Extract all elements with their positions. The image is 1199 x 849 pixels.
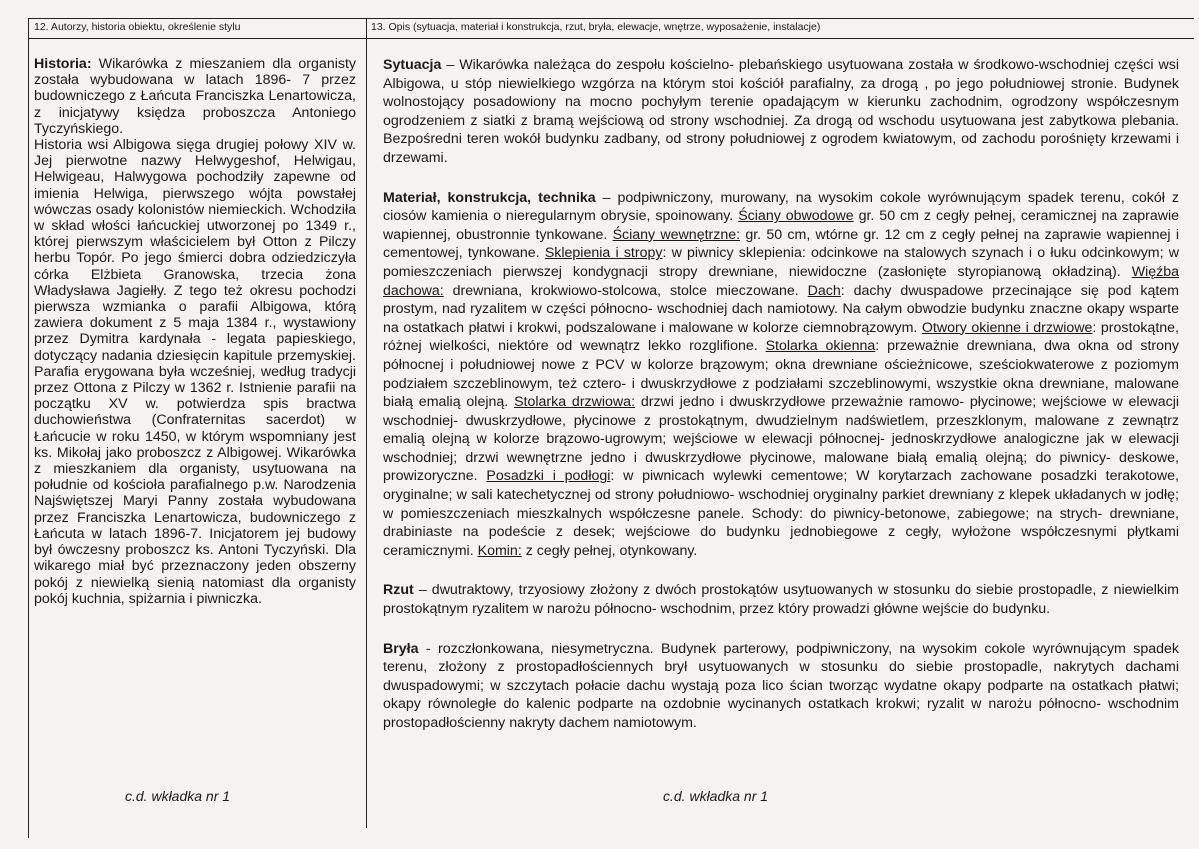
- rzut-label: Rzut: [383, 582, 414, 599]
- material-text-4: : w piwnicy sklepienia: odcinkowe na stalowych szynach i o łuku odcinkowym; w pomieszczeniach pierwszej kondygnacji stropy drewniane, niewidoczne (zasłonięte styropianową okładziną).: [383, 245, 1179, 280]
- material-text-8: : przeważnie drewniana, dwa okna od strony północnej i południowej nowe z PCV w kolorze brązowym; okna drewniane ościeżnicowe, sześciokwaterowe z poziomym podziałem szczeblinowym, też cztero- i dwuskrzydłowe z podziałami szczeblinowymi, wszystkie okna drewniane, malowane białą emalią olejną.: [383, 338, 1179, 411]
- rzut-text: – dwutraktowy, trzyosiowy złożony z dwóch prostokątów usytuowanych w stosunku do siebie prostopadle, z niewielkim prostokątnym ryzalitem w narożu północno- wschodnim, przez który prowadzi główne wejście do budynku.: [383, 582, 1179, 618]
- material-paragraph: [383, 189, 1179, 561]
- section-12-header: 12. Autorzy, historia obiektu, określenie stylu: [34, 21, 241, 33]
- sytuacja-text: – Wikarówka należąca do zespołu kościelno- plebańskiego usytuowana została w środkowo-wschodniej części wsi Albigowa, u stóp niewielkiego wzgórza na którym stoi kościół parafialny, za drogą , po jego południowej stronie. Budynek wolnostojący posadowiony na mocno pochyłym terenie opadającym w kierunku zachodnim, ogrodzony współczesnym ogrodzeniem z siatki z bramą wejściową od strony wschodniej. Za drogą od wschodu usytuowana jest zabytkowa plebania. Bezpośredni teren wokół budynku zadbany, od strony południowej z ogrodem kwiatowym, od zachodu porośnięty krzewami i drzewami.: [383, 57, 1179, 166]
- continuation-note-left: c.d. wkładka nr 1: [125, 788, 231, 804]
- wiezba-label: Więźba dachowa:: [383, 263, 1179, 299]
- material-label: Materiał, konstrukcja, technika: [383, 189, 596, 206]
- history-intro: [34, 56, 356, 137]
- sytuacja-label: Sytuacja: [383, 57, 442, 73]
- sytuacja-paragraph: [383, 56, 1179, 168]
- description-column: [383, 56, 1179, 733]
- section-13-header: 13. Opis (sytuacja, materiał i konstrukcja, rzut, bryła, elewacje, wnętrze, wyposażenie, instalacje): [371, 21, 821, 33]
- bryla-paragraph: [383, 640, 1179, 733]
- sciany-obwodowe-label: Ściany obwodowe: [738, 208, 854, 225]
- dach-label: Dach: [807, 282, 841, 299]
- material-text-7: : prostokątne, różnej wielkości, niektóre od wewnątrz lekko rozglifione.: [383, 319, 1179, 355]
- material-text-5: drewniana, krokwiowo-stolcowa, stolce mieczowane.: [443, 282, 808, 299]
- material-text-2: gr. 50 cm z cegły pełnej, ceramicznej na zaprawie wapiennej, obustronnie tynkowane.: [383, 208, 1180, 243]
- history-intro-text: Wikarówka z mieszaniem dla organisty została wybudowana w latach 1896- 7 przez budowniczego z Łańcuta Franciszka Lenartowicza, z inicjatywy księdza proboszcza Antoniego Tyczyńskiego.: [34, 56, 356, 137]
- bryla-text: - rozczłonkowana, niesymetryczna. Budynek parterowy, podpiwniczony, na wysokim cokole wyrównującym spadek terenu, złożony z prostopadłościennych brył usytuowanych w stosunku do siebie prostopadle, nakrytych dachami dwuspadowymi; w szczytach połacie dachu wystają poza lico ścian tworząc wydatne okapy podparte na ostatkach płatwi; okapy równoległe do kalenic podparte na ozdobnie wycinanych ostatkach krokwi; ryzalit w narożu północno- wschodnim prostopadłościenny nakryty dachem namiotowym.: [383, 640, 1179, 731]
- material-text-3: gr. 50 cm, wtórne gr. 12 cm z cegły pełnej na zaprawie wapiennej i cementowej, tynkowane.: [383, 226, 1179, 262]
- rzut-paragraph: [383, 581, 1179, 618]
- material-text-1: – podpiwniczony, murowany, na wysokim cokole wyrównującym spadek terenu, cokół z ciosów kamienia o nieregularnym obrysie, spoinowany.: [383, 189, 1179, 225]
- otwory-label: Otwory okienne i drzwiowe: [921, 319, 1093, 336]
- continuation-note-right: c.d. wkładka nr 1: [663, 788, 769, 804]
- material-text-11: z cegły pełnej, otynkowany.: [521, 542, 698, 559]
- history-body: Historia wsi Albigowa sięga drugiej połowy XIV w. Jej pierwotne nazwy Helwygeshof, Helwigau, Helwigeau, Halwygowa pochodziły zapewne od imienia Helwiga, pierwszego wójta powstałej wówczas osady kolonistów niemieckich. Wchodziła w skład włości łańcuckiej utworzonej po 1349 r., której pierwszym właścicielem był Otton z Pilczy herbu Topór. Po jego śmierci dobra odziedziczyła córka Elżbieta Granowska, trzecia żona Władysława Jagiełły. Z tego też okresu pochodzi pierwsza wzmianka o parafii Albigowa, którą zawiera dokument z 5 maja 1384 r., wystawiony przez Dymitra kardynała - legata papieskiego, dotyczący nadania dziesięcin kapitule przemyskiej. Parafia erygowana była wcześniej, według tradycji przez Ottona z Pilczy w 1362 r. Istnienie parafii na początku XV w. potwierdza spis bractwa duchowieństwa (Confraternitas sacerdot) w Łańcucie w roku 1450, w którym wspomniany jest ks. Mikołaj jako proboszcz z Albigowej. Wikarówka z mieszkaniem dla organisty, usytuowana na południe od kościoła parafialnego p.w. Narodzenia Najświętszej Maryi Panny została wybudowana przez Franciszka Lenartowicza, budowniczego z Łańcuta w latach 1896-7. Inicjatorem jej budowy był ówczesny proboszcz ks. Antoni Tyczyński. Dla wikarego miał być przeznaczony jeden obszerny pokój z niewielką sienią natomiast dla organisty pokój kuchnia, spiżarnia i piwniczka.: [34, 137, 356, 607]
- sklepienia-label: Sklepienia i stropy: [544, 245, 663, 262]
- header-divider: [28, 38, 1194, 39]
- history-column: [34, 56, 356, 607]
- material-text-10: : w piwnicach wylewki cementowe; W korytarzach zachowane posadzki terakotowe, oryginalne; w sali katechetycznej od strony południowo- wschodniej oryginalny parkiet drewniany z klepek układanych w jodłę; w pomieszczeniach mieszkalnych współczesne panele. Schody: do piwnicy-betonowe, zabiegowe; na strych- drewniane, drabiniaste na podeście z desek; wejściowe do budynku jednobiegowe z cegły, wyłożone współczesnymi płytkami ceramicznymi.: [383, 468, 1179, 559]
- stolarka-drzwiowa-label: Stolarka drzwiowa:: [514, 394, 636, 411]
- material-text-9: drzwi jedno i dwuskrzydłowe przeważnie ramowo- płycinowe; wejściowe w elewacji wschodniej- dwuskrzydłowe, płycinowe z prostokątnym, dwudzielnym nadświetlem, przeszklonym, malowane z zewnątrz emalią olejną w kolorze brązowo-ugrowym; wejściowe w elewacji północnej- jednoskrzydłowe analogiczne jak w elewacji wschodniej; drzwi wewnętrzne jedno i dwuskrzydłowe płycinowe, malowane białą emalią olejną; do piwnicy- deskowe, prowizoryczne.: [383, 394, 1179, 485]
- sciany-wewnetrzne-label: Ściany wewnętrzne:: [612, 226, 741, 243]
- komin-label: Komin:: [477, 542, 522, 559]
- stolarka-okienna-label: Stolarka okienna: [765, 338, 876, 355]
- history-label: Historia:: [34, 56, 92, 72]
- bryla-label: Bryła: [383, 640, 419, 657]
- posadzki-label: Posadzki i podłogi: [486, 468, 611, 485]
- column-divider: [366, 18, 367, 828]
- material-text-6: : dachy dwuspadowe przecinające się pod kątem prostym, nad ryzalitem w części północno- wschodniej dach namiotowy. Na całym obwodzie budynku znaczne okapy wsparte na ostatkach płatwi i krokwi, podszalowane i malowane w kolorze ciemnobrązowym.: [383, 282, 1179, 336]
